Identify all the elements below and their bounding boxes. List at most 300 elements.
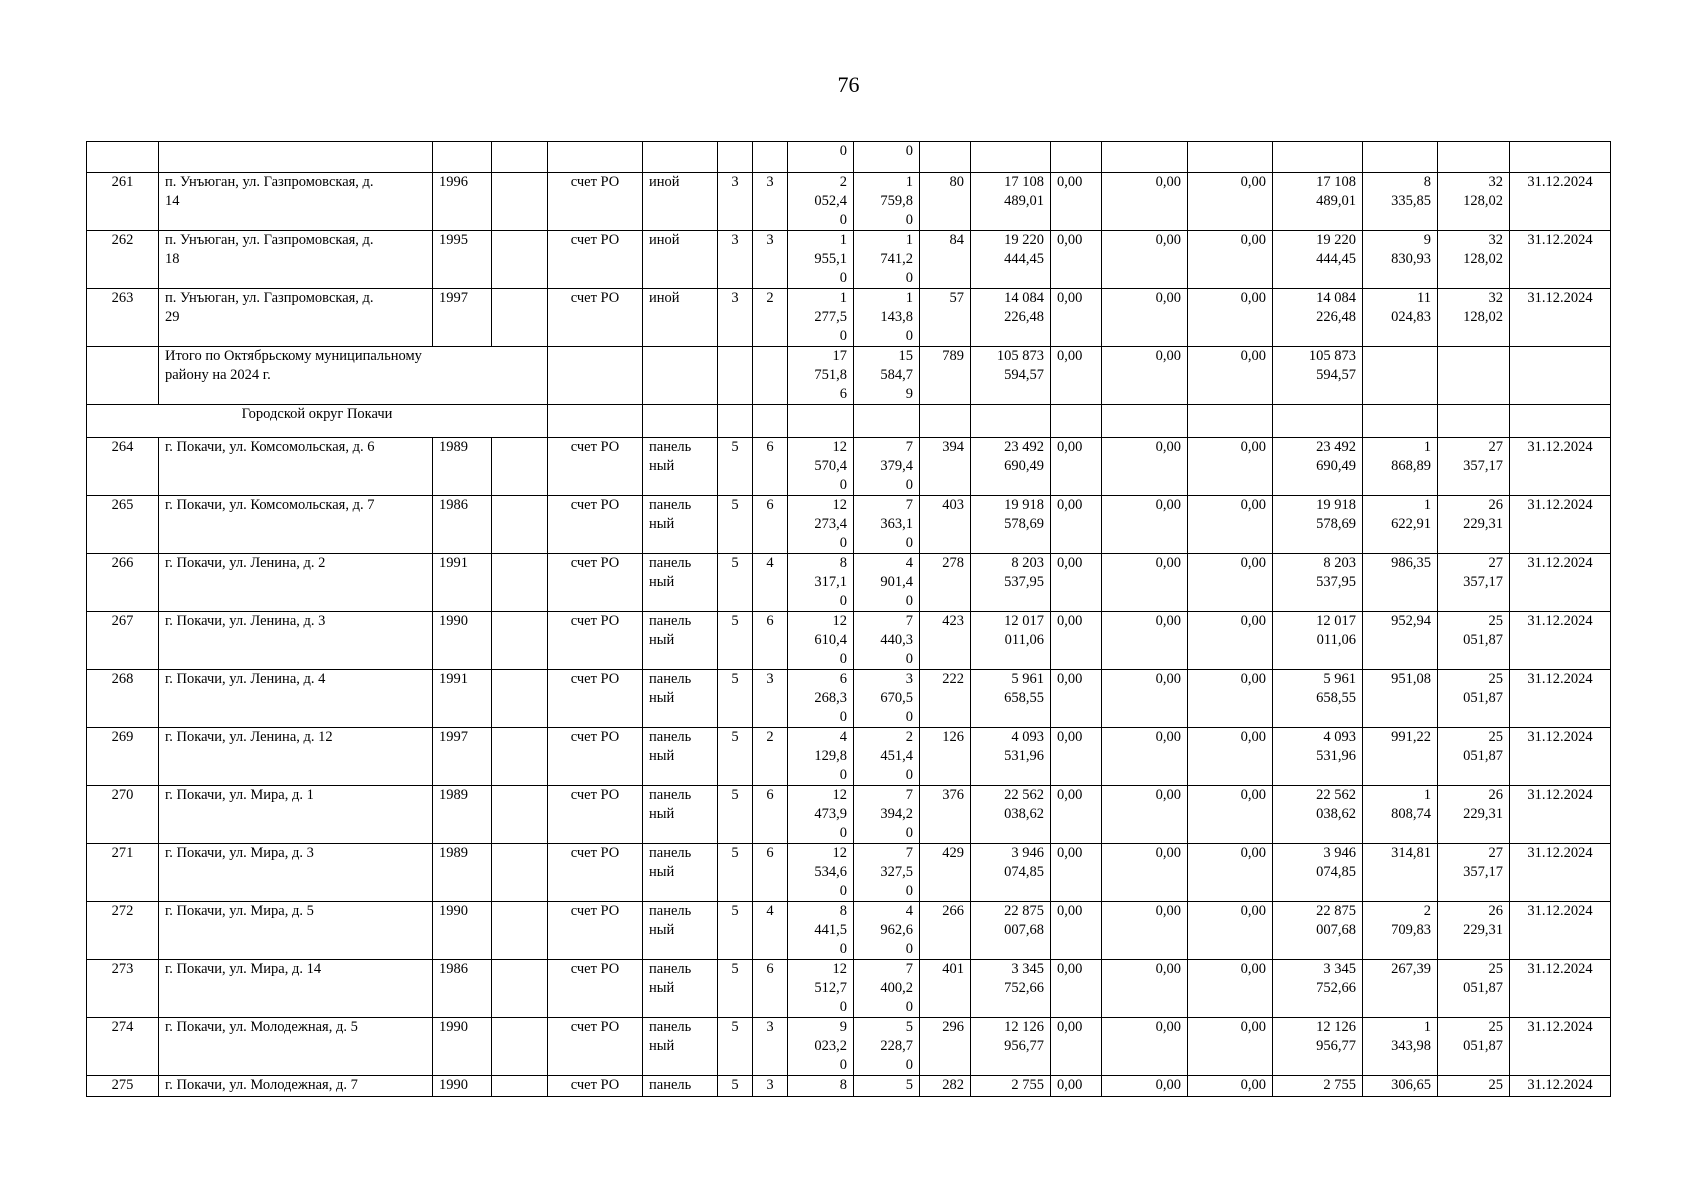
fund-owners-cell: 19 220 444,45 [1273,231,1363,289]
year-cell: 1997 [433,728,492,786]
residents-cell: 278 [920,554,971,612]
year-cell: 1989 [433,438,492,496]
year-cell: 1986 [433,960,492,1018]
wall-material-cell: панель ный [643,1018,718,1076]
fund-cell: счет РО [548,844,643,902]
row-number-cell: 267 [87,612,159,670]
empty-cell [1273,405,1363,438]
residents-cell: 376 [920,786,971,844]
year-cell: 1990 [433,612,492,670]
unit-cost-cell: 986,35 [1363,554,1438,612]
fund-regional-cell: 0,00 [1102,960,1188,1018]
limit-cost-cell: 25 051,87 [1438,728,1510,786]
empty-cell [548,405,643,438]
row-number-cell: 263 [87,289,159,347]
limit-cost-cell: 25 051,87 [1438,1018,1510,1076]
empty-cell [1363,347,1438,405]
section-title-cell: Городской округ Покачи [87,405,548,438]
area-total-cell: 8 317,1 0 [788,554,854,612]
address-cell: г. Покачи, ул. Ленина, д. 2 [159,554,433,612]
fund-local-cell: 0,00 [1188,786,1273,844]
section-row [87,405,1611,438]
date-cell: 31.12.2024 [1510,960,1611,1018]
fund-local-cell: 0,00 [1188,173,1273,231]
floors-cell: 5 [718,612,753,670]
fund-local-cell: 0,00 [1188,902,1273,960]
date-cell: 31.12.2024 [1510,438,1611,496]
unit-cost-cell: 2 709,83 [1363,902,1438,960]
address-cell: г. Покачи, ул. Комсомольская, д. 6 [159,438,433,496]
unit-cost-cell: 314,81 [1363,844,1438,902]
date-cell: 31.12.2024 [1510,612,1611,670]
cost-cell: 19 918 578,69 [971,496,1051,554]
fund-owners-cell: 22 562 038,62 [1273,786,1363,844]
year-cell: 1990 [433,1076,492,1097]
area-total-cell: 12 610,4 0 [788,612,854,670]
fund-owners-cell: 17 108 489,01 [1273,173,1363,231]
unit-cost-cell: 991,22 [1363,728,1438,786]
fund-cell: счет РО [548,438,643,496]
area-total-cell: 12 570,4 0 [788,438,854,496]
table-row [87,554,1611,612]
year-cell: 1991 [433,554,492,612]
area-total-cell: 1 277,5 0 [788,289,854,347]
entrances-cell: 6 [753,960,788,1018]
empty-cell [492,496,548,554]
continuation-row [87,142,1611,173]
fund-federal-cell: 0,00 [1051,438,1102,496]
empty-cell [643,347,718,405]
date-cell: 31.12.2024 [1510,1076,1611,1097]
fund-local-cell: 0,00 [1188,496,1273,554]
cost-cell: 8 203 537,95 [971,554,1051,612]
fund-regional-cell: 0,00 [1102,231,1188,289]
year-cell: 1989 [433,786,492,844]
empty-cell [1188,405,1273,438]
cost-cell: 14 084 226,48 [971,289,1051,347]
empty-cell [1438,347,1510,405]
limit-cost-cell: 25 [1438,1076,1510,1097]
limit-cost-cell: 25 051,87 [1438,612,1510,670]
floors-cell: 5 [718,902,753,960]
fund-federal-cell: 0,00 [1051,670,1102,728]
limit-cost-cell: 32 128,02 [1438,289,1510,347]
cost-cell: 105 873 594,57 [971,347,1051,405]
fund-owners-cell: 8 203 537,95 [1273,554,1363,612]
date-cell: 31.12.2024 [1510,496,1611,554]
limit-cost-cell: 27 357,17 [1438,844,1510,902]
unit-cost-cell: 951,08 [1363,670,1438,728]
floors-cell: 3 [718,289,753,347]
fund-cell: счет РО [548,902,643,960]
row-number-cell: 272 [87,902,159,960]
floors-cell: 5 [718,438,753,496]
floors-cell: 3 [718,173,753,231]
fund-owners-cell: 19 918 578,69 [1273,496,1363,554]
area-total-cell: 0 [788,142,854,173]
limit-cost-cell: 25 051,87 [1438,960,1510,1018]
fund-owners-cell: 12 017 011,06 [1273,612,1363,670]
fund-federal-cell: 0,00 [1051,554,1102,612]
fund-cell: счет РО [548,786,643,844]
empty-cell [1438,405,1510,438]
table-row [87,844,1611,902]
fund-cell: счет РО [548,960,643,1018]
empty-cell [492,786,548,844]
area-total-cell: 1 955,1 0 [788,231,854,289]
fund-cell: счет РО [548,1018,643,1076]
area-total-cell: 2 052,4 0 [788,173,854,231]
wall-material-cell: панель ный [643,786,718,844]
floors-cell: 5 [718,496,753,554]
row-number-cell: 273 [87,960,159,1018]
empty-cell [492,844,548,902]
cost-cell: 4 093 531,96 [971,728,1051,786]
unit-cost-cell: 1 808,74 [1363,786,1438,844]
address-cell: г. Покачи, ул. Ленина, д. 12 [159,728,433,786]
fund-regional-cell: 0,00 [1102,289,1188,347]
date-cell: 31.12.2024 [1510,786,1611,844]
unit-cost-cell: 1 343,98 [1363,1018,1438,1076]
floors-cell: 5 [718,1018,753,1076]
address-cell: п. Унъюган, ул. Газпромовская, д. 29 [159,289,433,347]
empty-cell [1363,405,1438,438]
fund-owners-cell: 105 873 594,57 [1273,347,1363,405]
fund-regional-cell: 0,00 [1102,1076,1188,1097]
fund-cell: счет РО [548,1076,643,1097]
entrances-cell: 6 [753,496,788,554]
row-number-cell: 265 [87,496,159,554]
empty-cell [920,405,971,438]
table-row [87,173,1611,231]
fund-local-cell: 0,00 [1188,438,1273,496]
year-cell: 1996 [433,173,492,231]
address-cell: г. Покачи, ул. Ленина, д. 4 [159,670,433,728]
area-total-cell: 12 273,4 0 [788,496,854,554]
entrances-cell: 6 [753,612,788,670]
wall-material-cell: панель ный [643,612,718,670]
unit-cost-cell: 9 830,93 [1363,231,1438,289]
address-cell: г. Покачи, ул. Ленина, д. 3 [159,612,433,670]
entrances-cell: 6 [753,786,788,844]
residents-cell: 57 [920,289,971,347]
fund-federal-cell: 0,00 [1051,844,1102,902]
table-row [87,289,1611,347]
wall-material-cell: панель ный [643,496,718,554]
residents-cell: 401 [920,960,971,1018]
table-row [87,438,1611,496]
empty-cell [492,612,548,670]
floors-cell: 3 [718,231,753,289]
floors-cell: 5 [718,960,753,1018]
area-living-cell: 2 451,4 0 [854,728,920,786]
area-living-cell: 3 670,5 0 [854,670,920,728]
row-number-cell: 264 [87,438,159,496]
limit-cost-cell: 32 128,02 [1438,173,1510,231]
empty-cell [87,347,159,405]
area-living-cell: 7 379,4 0 [854,438,920,496]
fund-owners-cell: 22 875 007,68 [1273,902,1363,960]
address-cell: г. Покачи, ул. Мира, д. 1 [159,786,433,844]
entrances-cell: 3 [753,231,788,289]
wall-material-cell: панель ный [643,728,718,786]
table-row [87,496,1611,554]
date-cell: 31.12.2024 [1510,231,1611,289]
date-cell: 31.12.2024 [1510,670,1611,728]
cost-cell: 3 946 074,85 [971,844,1051,902]
year-cell: 1990 [433,1018,492,1076]
wall-material-cell: панель ный [643,554,718,612]
row-number-cell: 275 [87,1076,159,1097]
empty-cell [492,554,548,612]
fund-owners-cell: 3 946 074,85 [1273,844,1363,902]
empty-cell [492,231,548,289]
fund-cell: счет РО [548,289,643,347]
area-total-cell: 17 751,8 6 [788,347,854,405]
floors-cell: 5 [718,786,753,844]
address-cell: п. Унъюган, ул. Газпромовская, д. 14 [159,173,433,231]
table-row [87,1018,1611,1076]
limit-cost-cell: 25 051,87 [1438,670,1510,728]
area-living-cell: 15 584,7 9 [854,347,920,405]
entrances-cell: 3 [753,670,788,728]
area-living-cell: 5 228,7 0 [854,1018,920,1076]
area-living-cell: 4 962,6 0 [854,902,920,960]
fund-federal-cell: 0,00 [1051,612,1102,670]
fund-federal-cell: 0,00 [1051,289,1102,347]
area-total-cell: 12 512,7 0 [788,960,854,1018]
address-cell: г. Покачи, ул. Молодежная, д. 5 [159,1018,433,1076]
wall-material-cell: иной [643,289,718,347]
residents-cell: 296 [920,1018,971,1076]
fund-local-cell: 0,00 [1188,960,1273,1018]
fund-regional-cell: 0,00 [1102,786,1188,844]
residents-cell: 394 [920,438,971,496]
floors-cell: 5 [718,670,753,728]
cost-cell: 12 126 956,77 [971,1018,1051,1076]
address-cell: г. Покачи, ул. Мира, д. 5 [159,902,433,960]
empty-cell [548,347,643,405]
area-living-cell: 7 394,2 0 [854,786,920,844]
residents-cell: 84 [920,231,971,289]
cost-cell: 5 961 658,55 [971,670,1051,728]
residents-cell: 126 [920,728,971,786]
fund-local-cell: 0,00 [1188,1076,1273,1097]
empty-cell [492,960,548,1018]
year-cell: 1990 [433,902,492,960]
floors-cell: 5 [718,728,753,786]
date-cell: 31.12.2024 [1510,173,1611,231]
row-number-cell: 266 [87,554,159,612]
address-cell: г. Покачи, ул. Мира, д. 14 [159,960,433,1018]
fund-regional-cell: 0,00 [1102,670,1188,728]
entrances-cell: 4 [753,554,788,612]
unit-cost-cell: 952,94 [1363,612,1438,670]
fund-cell: счет РО [548,231,643,289]
fund-regional-cell: 0,00 [1102,612,1188,670]
floors-cell: 5 [718,844,753,902]
residents-cell: 789 [920,347,971,405]
fund-regional-cell: 0,00 [1102,728,1188,786]
empty-cell [643,405,718,438]
fund-federal-cell: 0,00 [1051,902,1102,960]
empty-cell [492,173,548,231]
date-cell: 31.12.2024 [1510,554,1611,612]
year-cell: 1995 [433,231,492,289]
unit-cost-cell: 8 335,85 [1363,173,1438,231]
address-cell: г. Покачи, ул. Мира, д. 3 [159,844,433,902]
empty-cell [718,405,753,438]
unit-cost-cell: 306,65 [1363,1076,1438,1097]
empty-cell [492,728,548,786]
row-number-cell: 268 [87,670,159,728]
address-cell: г. Покачи, ул. Молодежная, д. 7 [159,1076,433,1097]
empty-cell [492,1018,548,1076]
row-number-cell: 270 [87,786,159,844]
limit-cost-cell: 27 357,17 [1438,438,1510,496]
row-number-cell: 274 [87,1018,159,1076]
area-living-cell: 1 741,2 0 [854,231,920,289]
cost-cell: 19 220 444,45 [971,231,1051,289]
entrances-cell: 6 [753,844,788,902]
residents-cell: 423 [920,612,971,670]
row-number-cell: 269 [87,728,159,786]
fund-cell: счет РО [548,728,643,786]
residents-cell: 80 [920,173,971,231]
cost-cell: 3 345 752,66 [971,960,1051,1018]
area-living-cell: 5 [854,1076,920,1097]
cost-cell: 12 017 011,06 [971,612,1051,670]
row-number-cell: 271 [87,844,159,902]
address-cell: п. Унъюган, ул. Газпромовская, д. 18 [159,231,433,289]
limit-cost-cell: 26 229,31 [1438,496,1510,554]
table-row [87,902,1611,960]
empty-cell [492,289,548,347]
fund-owners-cell: 3 345 752,66 [1273,960,1363,1018]
residents-cell: 282 [920,1076,971,1097]
entrances-cell: 3 [753,173,788,231]
wall-material-cell: панель ный [643,670,718,728]
fund-cell: счет РО [548,496,643,554]
fund-regional-cell: 0,00 [1102,173,1188,231]
area-total-cell: 12 534,6 0 [788,844,854,902]
residents-cell: 403 [920,496,971,554]
table-row [87,612,1611,670]
fund-owners-cell: 5 961 658,55 [1273,670,1363,728]
empty-cell [492,438,548,496]
area-total-cell: 4 129,8 0 [788,728,854,786]
area-living-cell: 7 400,2 0 [854,960,920,1018]
fund-federal-cell: 0,00 [1051,347,1102,405]
fund-local-cell: 0,00 [1188,844,1273,902]
unit-cost-cell: 1 622,91 [1363,496,1438,554]
residents-cell: 222 [920,670,971,728]
entrances-cell: 2 [753,728,788,786]
table-row [87,1076,1611,1097]
entrances-cell: 3 [753,1018,788,1076]
limit-cost-cell: 26 229,31 [1438,902,1510,960]
fund-regional-cell: 0,00 [1102,554,1188,612]
empty-cell [1051,405,1102,438]
empty-cell [492,1076,548,1097]
area-living-cell: 4 901,4 0 [854,554,920,612]
unit-cost-cell: 267,39 [1363,960,1438,1018]
cost-cell: 22 562 038,62 [971,786,1051,844]
fund-local-cell: 0,00 [1188,670,1273,728]
repair-register-table [86,141,1611,1097]
empty-cell [971,405,1051,438]
fund-regional-cell: 0,00 [1102,844,1188,902]
year-cell: 1997 [433,289,492,347]
residents-cell: 266 [920,902,971,960]
area-total-cell: 6 268,3 0 [788,670,854,728]
empty-cell [788,405,854,438]
cost-cell: 17 108 489,01 [971,173,1051,231]
fund-federal-cell: 0,00 [1051,1076,1102,1097]
row-number-cell: 261 [87,173,159,231]
entrances-cell: 2 [753,289,788,347]
address-cell: г. Покачи, ул. Комсомольская, д. 7 [159,496,433,554]
area-living-cell: 7 363,1 0 [854,496,920,554]
unit-cost-cell: 1 868,89 [1363,438,1438,496]
cost-cell: 22 875 007,68 [971,902,1051,960]
date-cell: 31.12.2024 [1510,844,1611,902]
area-living-cell: 1 759,8 0 [854,173,920,231]
fund-federal-cell: 0,00 [1051,496,1102,554]
empty-cell [753,405,788,438]
page-number: 76 [837,72,860,97]
fund-regional-cell: 0,00 [1102,1018,1188,1076]
fund-federal-cell: 0,00 [1051,231,1102,289]
fund-local-cell: 0,00 [1188,289,1273,347]
floors-cell: 5 [718,1076,753,1097]
area-living-cell: 0 [854,142,920,173]
unit-cost-cell: 11 024,83 [1363,289,1438,347]
fund-local-cell: 0,00 [1188,612,1273,670]
wall-material-cell: панель ный [643,902,718,960]
empty-cell [492,670,548,728]
residents-cell: 429 [920,844,971,902]
wall-material-cell: панель [643,1076,718,1097]
total-label-cell: Итого по Октябрьскому муниципальному району на 2024 г. [159,347,548,405]
area-total-cell: 9 023,2 0 [788,1018,854,1076]
fund-owners-cell: 23 492 690,49 [1273,438,1363,496]
area-living-cell: 7 327,5 0 [854,844,920,902]
limit-cost-cell: 26 229,31 [1438,786,1510,844]
cost-cell: 23 492 690,49 [971,438,1051,496]
floors-cell: 5 [718,554,753,612]
empty-cell [718,347,753,405]
empty-cell [854,405,920,438]
fund-federal-cell: 0,00 [1051,960,1102,1018]
total-row [87,347,1611,405]
fund-federal-cell: 0,00 [1051,173,1102,231]
table-row [87,960,1611,1018]
wall-material-cell: панель ный [643,960,718,1018]
fund-regional-cell: 0,00 [1102,496,1188,554]
fund-local-cell: 0,00 [1188,1018,1273,1076]
fund-federal-cell: 0,00 [1051,1018,1102,1076]
year-cell: 1986 [433,496,492,554]
fund-cell: счет РО [548,554,643,612]
entrances-cell: 4 [753,902,788,960]
area-living-cell: 7 440,3 0 [854,612,920,670]
fund-local-cell: 0,00 [1188,347,1273,405]
fund-cell: счет РО [548,670,643,728]
year-cell: 1991 [433,670,492,728]
table-row [87,786,1611,844]
cost-cell: 2 755 [971,1076,1051,1097]
